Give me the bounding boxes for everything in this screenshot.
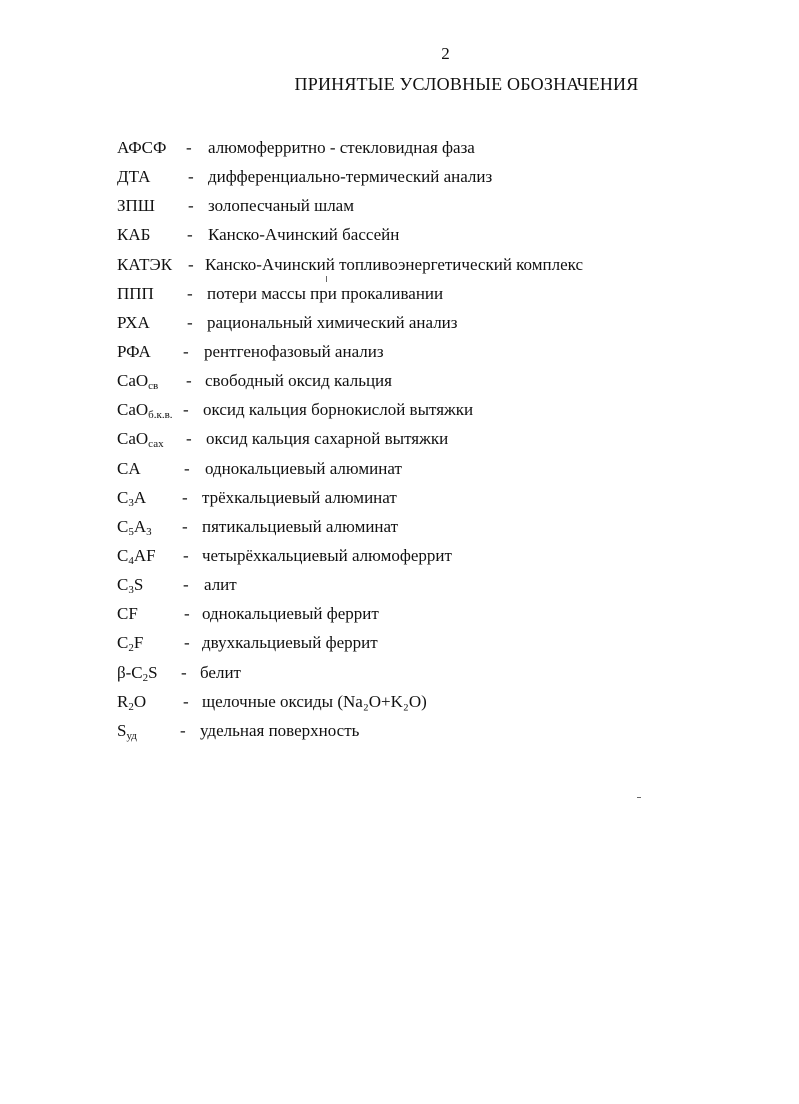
- abbreviation-description: двухкальциевый феррит: [202, 633, 378, 652]
- entry-dash: -: [186, 429, 192, 448]
- abbreviation-subscript: 5: [128, 526, 134, 538]
- abbreviation-entry: [0, 514, 799, 540]
- abbreviation-description: щелочные оксиды (Na₂O+K₂O): [202, 692, 427, 711]
- abbreviation-description: оксид кальция борнокислой вытяжки: [203, 400, 474, 419]
- abbreviation-description: Канско-Ачинский топливоэнергетический комплекс: [205, 255, 584, 274]
- entry-dash: -: [187, 225, 193, 244]
- entry-dash: -: [182, 488, 188, 507]
- abbreviation-description: пятикальциевый алюминат: [202, 517, 399, 536]
- page-title: ПРИНЯТЫЕ УСЛОВНЫЕ ОБОЗНАЧЕНИЯ: [294, 74, 639, 94]
- abbreviation-subscript: сах: [148, 438, 164, 450]
- abbreviation-entry: [0, 281, 799, 307]
- abbreviation-description: алит: [204, 575, 237, 594]
- abbreviation-term: $R_2O$: [117, 692, 147, 713]
- abbreviation-subscript: б.к.в.: [148, 409, 173, 421]
- abbreviation-description: дифференциально-термический анализ: [208, 167, 493, 186]
- abbreviation-description: Канско-Ачинский бассейн: [208, 225, 400, 244]
- entry-dash: -: [187, 313, 193, 332]
- abbreviation-term: $C_3A$: [117, 488, 147, 509]
- entry-dash: -: [183, 400, 189, 419]
- abbreviation-description: рациональный химический анализ: [207, 313, 458, 332]
- abbreviation-subscript: 4: [128, 555, 134, 567]
- abbreviation-entry: [0, 164, 799, 190]
- abbreviation-term: $S_{уд}$: [117, 721, 137, 742]
- abbreviation-term: CF: [117, 604, 138, 623]
- abbreviation-entry: [0, 485, 799, 511]
- abbreviation-description: однокальциевый алюминат: [205, 459, 402, 478]
- abbreviation-entry: [0, 601, 799, 627]
- abbreviation-subscript: 3: [146, 526, 152, 538]
- entry-dash: -: [181, 663, 187, 682]
- abbreviation-term: АФСФ: [117, 138, 167, 157]
- abbreviation-term: ДТА: [117, 167, 151, 186]
- abbreviation-entry: [0, 339, 799, 365]
- abbreviation-term: $C_4AF$: [117, 546, 156, 567]
- abbreviation-subscript: 2: [142, 672, 149, 684]
- entry-dash: -: [186, 138, 192, 157]
- abbreviation-term: $C_3S$: [117, 575, 144, 596]
- abbreviation-term: CaO$_{б.к.в.}$: [117, 400, 173, 421]
- entry-dash: -: [188, 196, 194, 215]
- abbreviation-subscript: 3: [128, 584, 134, 596]
- abbreviation-subscript: св: [148, 380, 159, 392]
- entry-dash: -: [184, 604, 190, 623]
- abbreviation-subscript: 2: [128, 642, 134, 654]
- abbreviation-entry: [0, 572, 799, 598]
- abbreviation-description: золопесчаный шлам: [208, 196, 354, 215]
- abbreviation-entry: [0, 193, 799, 219]
- abbreviation-entry: [0, 135, 799, 161]
- abbreviation-description: алюмоферритно - стекловидная фаза: [208, 138, 475, 157]
- abbreviation-description: четырёхкальциевый алюмоферрит: [202, 546, 452, 565]
- abbreviation-entry: [0, 426, 799, 452]
- entry-dash: -: [182, 517, 188, 536]
- stray-tick-mark: [326, 276, 327, 282]
- abbreviation-subscript: 2: [128, 701, 134, 713]
- abbreviation-entry: [0, 252, 799, 278]
- abbreviation-term: КАТЭК: [117, 255, 173, 274]
- abbreviation-term: $\beta-C_2S$: [117, 663, 158, 684]
- abbreviation-term: КАБ: [117, 225, 151, 244]
- stray-dot-mark: [637, 797, 641, 798]
- abbreviation-description: оксид кальция сахарной вытяжки: [206, 429, 449, 448]
- entry-dash: -: [183, 575, 189, 594]
- entry-dash: -: [186, 371, 192, 390]
- abbreviation-entry: [0, 689, 799, 715]
- abbreviation-description: потери массы при прокаливании: [207, 284, 444, 303]
- abbreviation-description: рентгенофазовый анализ: [204, 342, 384, 361]
- abbreviation-subscript: уд: [126, 730, 137, 742]
- entry-dash: -: [188, 167, 194, 186]
- page-number: 2: [441, 44, 450, 63]
- abbreviation-description: белит: [200, 663, 241, 682]
- abbreviation-term: ЗПШ: [117, 196, 155, 215]
- entry-dash: -: [184, 459, 190, 478]
- abbreviation-entry: [0, 397, 799, 423]
- abbreviation-entry: [0, 718, 799, 744]
- abbreviation-entry: [0, 310, 799, 336]
- abbreviation-entry: [0, 456, 799, 482]
- abbreviation-term: $C_5A_3$: [117, 517, 152, 538]
- entry-dash: -: [183, 342, 189, 361]
- abbreviation-entry: [0, 630, 799, 656]
- abbreviation-entry: [0, 543, 799, 569]
- abbreviation-entry: [0, 368, 799, 394]
- abbreviation-description: удельная поверхность: [200, 721, 360, 740]
- entry-dash: -: [180, 721, 186, 740]
- abbreviation-term: CaO$_{сах}$: [117, 429, 164, 450]
- abbreviation-term: РФА: [117, 342, 151, 361]
- entry-dash: -: [183, 692, 189, 711]
- abbreviation-description: трёхкальциевый алюминат: [202, 488, 397, 507]
- entry-dash: -: [187, 284, 193, 303]
- entry-dash: -: [188, 255, 194, 274]
- abbreviation-term: CA: [117, 459, 141, 478]
- entry-dash: -: [183, 546, 189, 565]
- abbreviation-entry: [0, 660, 799, 686]
- abbreviation-term: ППП: [117, 284, 154, 303]
- abbreviation-term: РХА: [117, 313, 150, 332]
- abbreviation-term: CaO$_{св}$: [117, 371, 159, 392]
- abbreviation-subscript: 3: [128, 497, 134, 509]
- abbreviation-description: однокальциевый феррит: [202, 604, 379, 623]
- abbreviation-description: свободный оксид кальция: [205, 371, 392, 390]
- entry-dash: -: [184, 633, 190, 652]
- abbreviation-term: $C_2F$: [117, 633, 144, 654]
- abbreviation-entry: [0, 222, 799, 248]
